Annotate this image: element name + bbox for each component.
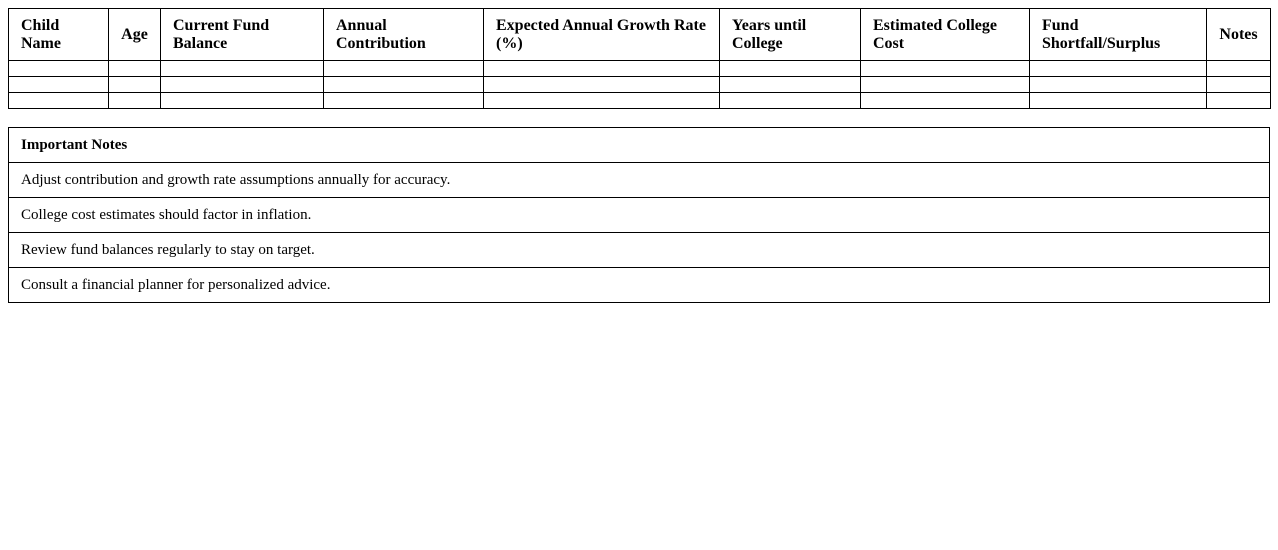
college-fund-table (8, 8, 1271, 109)
table-cell[interactable] (1207, 93, 1271, 109)
note-item: Adjust contribution and growth rate assumptions annually for accuracy. (9, 163, 1270, 198)
list-item (9, 268, 1270, 303)
table-cell[interactable] (324, 93, 484, 109)
table-cell[interactable] (1030, 61, 1207, 77)
table-row (9, 93, 1271, 109)
header-annual-contribution: Annual Contribution (324, 9, 484, 61)
note-item: Consult a financial planner for personalized advice. (9, 268, 1270, 303)
table-cell[interactable] (161, 61, 324, 77)
table-header-row (9, 9, 1271, 61)
header-age: Age (109, 9, 161, 61)
table-cell[interactable] (109, 93, 161, 109)
table-row (9, 77, 1271, 93)
notes-heading: Important Notes (9, 128, 1270, 163)
header-years-until-college: Years until College (720, 9, 861, 61)
notes-header-row (9, 128, 1270, 163)
table-cell[interactable] (1030, 77, 1207, 93)
table-cell[interactable] (720, 61, 861, 77)
header-notes: Notes (1207, 9, 1271, 61)
table-cell[interactable] (1207, 61, 1271, 77)
table-cell[interactable] (1030, 93, 1207, 109)
list-item (9, 163, 1270, 198)
header-current-fund-balance: Current Fund Balance (161, 9, 324, 61)
table-cell[interactable] (720, 77, 861, 93)
table-cell[interactable] (484, 77, 720, 93)
table-cell[interactable] (9, 93, 109, 109)
table-cell[interactable] (109, 61, 161, 77)
table-cell[interactable] (720, 93, 861, 109)
header-fund-shortfall-surplus: Fund Shortfall/Surplus (1030, 9, 1207, 61)
table-cell[interactable] (484, 93, 720, 109)
table-cell[interactable] (161, 77, 324, 93)
list-item (9, 233, 1270, 268)
table-cell[interactable] (861, 61, 1030, 77)
table-cell[interactable] (324, 61, 484, 77)
header-child-name: Child Name (9, 9, 109, 61)
table-cell[interactable] (9, 77, 109, 93)
note-item: College cost estimates should factor in inflation. (9, 198, 1270, 233)
table-cell[interactable] (324, 77, 484, 93)
table-cell[interactable] (1207, 77, 1271, 93)
table-cell[interactable] (109, 77, 161, 93)
header-expected-growth-rate: Expected Annual Growth Rate (%) (484, 9, 720, 61)
table-row (9, 61, 1271, 77)
header-estimated-college-cost: Estimated College Cost (861, 9, 1030, 61)
table-cell[interactable] (484, 61, 720, 77)
list-item (9, 198, 1270, 233)
table-cell[interactable] (861, 93, 1030, 109)
note-item: Review fund balances regularly to stay on target. (9, 233, 1270, 268)
table-cell[interactable] (9, 61, 109, 77)
table-cell[interactable] (861, 77, 1030, 93)
table-cell[interactable] (161, 93, 324, 109)
important-notes-table (8, 127, 1270, 303)
